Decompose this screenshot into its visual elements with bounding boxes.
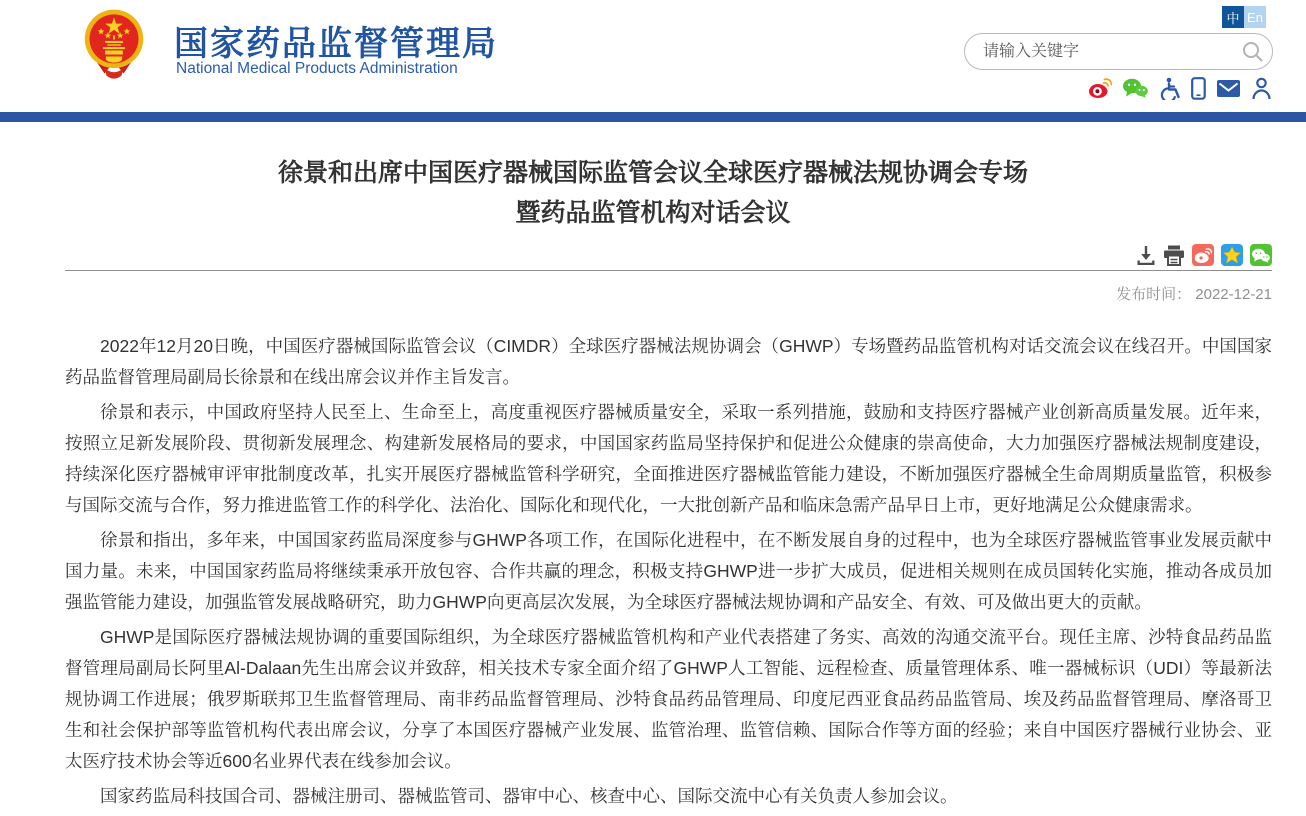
accessibility-icon[interactable] xyxy=(1159,77,1180,100)
share-wechat-icon[interactable] xyxy=(1250,244,1272,266)
national-emblem-logo xyxy=(80,6,148,84)
publish-date-label: 发布时间： xyxy=(1116,286,1192,303)
article-title-line1: 徐景和出席中国医疗器械国际监管会议全球医疗器械法规协调会专场 xyxy=(277,159,1028,187)
weibo-icon[interactable] xyxy=(1088,78,1112,98)
print-icon[interactable] xyxy=(1163,245,1185,266)
mail-icon[interactable] xyxy=(1217,80,1240,97)
article-title-line2: 暨药品监管机构对话会议 xyxy=(515,199,791,227)
publish-date-value: 2022-12-21 xyxy=(1195,286,1272,303)
wechat-icon[interactable] xyxy=(1123,78,1148,98)
article-paragraph: 徐景和指出，多年来，中国国家药监局深度参与GHWP各项工作，在国际化进程中，在不断发展自身的过程中，也为全球医疗器械监管事业发展贡献中国力量。未来，中国国家药监局将继续秉承开放包容、合作共赢的理念，积极支持GHWP进一步扩大成员，促进相关规则在成员国转化实施，推动各成员加强监管能力建设，加强监管发展战略研究，助力GHWP向更高层次发展，为全球医疗器械法规协调和产品安全、有效、可及做出更大的贡献。 xyxy=(65,530,1272,612)
article-title xyxy=(53,153,1253,233)
user-icon[interactable] xyxy=(1251,77,1272,100)
site-title: 国家药品监督管理局 xyxy=(174,25,498,63)
publish-date-row xyxy=(65,283,1272,304)
site-subtitle: National Medical Products Administration xyxy=(176,60,458,77)
mobile-icon[interactable] xyxy=(1191,77,1206,100)
article-paragraph: 2022年12月20日晚，中国医疗器械国际监管会议（CIMDR）全球医疗器械法规协调会（GHWP）专场暨药品监管机构对话交流会议在线召开。中国国家药品监督管理局副局长徐景和在线出席会议并作主旨发言。 xyxy=(65,336,1272,387)
search-box xyxy=(964,33,1273,70)
search-input[interactable] xyxy=(983,35,1233,68)
article-paragraph: GHWP是国际医疗器械法规协调的重要国际组织，为全球医疗器械监管机构和产业代表搭建了务实、高效的沟通交流平台。现任主席、沙特食品药品监督管理局副局长阿里Al-Dalaan先生出席会议并致辞，相关技术专家全面介绍了GHWP人工智能、远程检查、质量管理体系、唯一器械标识（UDI）等最新法规协调工作进展；俄罗斯联邦卫生监督管理局、南非药品监督管理局、沙特食品药品管理局、印度尼西亚食品药品监管局、埃及药品监督管理局、摩洛哥卫生和社会保护部等监管机构代表出席会议，分享了本国医疗器械产业发展、监管治理、监管信赖、国际合作等方面的经验；来自中国医疗器械行业协会、亚太医疗技术协会等近600名业界代表在线参加会议。 xyxy=(65,627,1272,771)
header-social-icons xyxy=(1040,76,1272,100)
article-paragraph: 徐景和表示，中国政府坚持人民至上、生命至上，高度重视医疗器械质量安全，采取一系列措施，鼓励和支持医疗器械产业创新高质量发展。近年来，按照立足新发展阶段、贯彻新发展理念、构建新发展格局的要求，中国国家药监局坚持保护和促进公众健康的崇高使命，大力加强医疗器械法规制度建设，持续深化医疗器械审评审批制度改革，扎实开展医疗器械监管科学研究，全面推进医疗器械监管能力建设，不断加强医疗器械全生命周期质量监管，积极参与国际交流与合作，努力推进监管工作的科学化、法治化、国际化和现代化，一大批创新产品和临床急需产品早日上市，更好地满足公众健康需求。 xyxy=(65,402,1272,515)
search-icon[interactable] xyxy=(1242,41,1264,63)
share-qzone-icon[interactable] xyxy=(1221,244,1243,266)
site-header xyxy=(0,0,1306,112)
article-paragraph: 国家药监局科技国合司、器械注册司、器械监管司、器审中心、核查中心、国际交流中心有关负责人参加会议。 xyxy=(100,786,958,806)
article-body xyxy=(65,331,1272,816)
top-blue-bar xyxy=(0,112,1306,122)
share-weibo-icon[interactable] xyxy=(1192,244,1214,266)
language-switch xyxy=(1222,6,1266,28)
article-toolbar xyxy=(1040,243,1272,267)
lang-en-button[interactable]: En xyxy=(1244,6,1266,28)
lang-zh-button[interactable]: 中 xyxy=(1222,6,1244,28)
download-icon[interactable] xyxy=(1136,245,1156,266)
title-divider xyxy=(65,270,1272,271)
